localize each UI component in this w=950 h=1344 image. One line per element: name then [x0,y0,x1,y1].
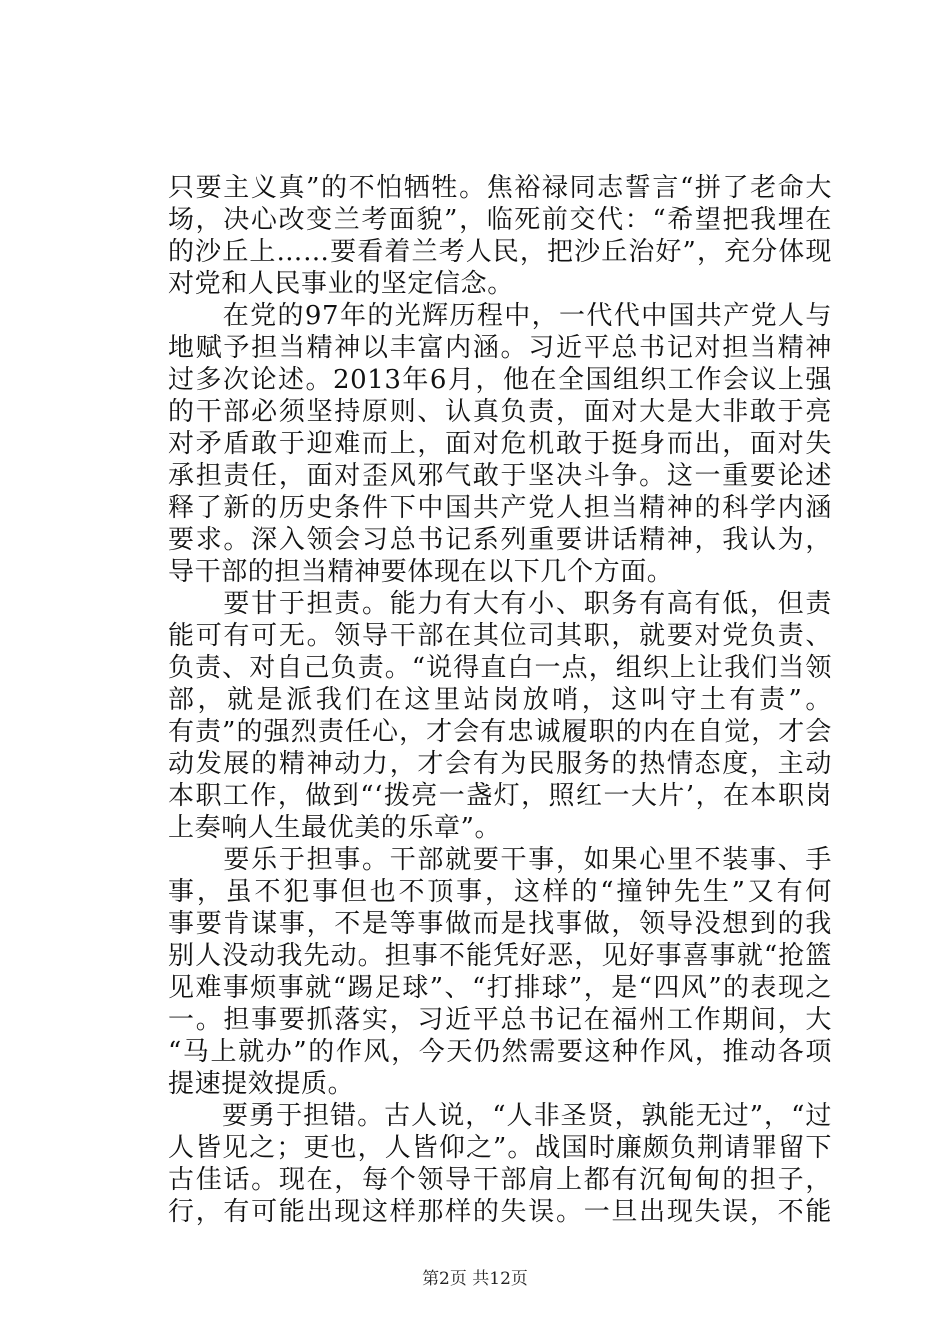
text-line: 能可有可无。领导干部在其位司其职，就要对党负责、 [168,621,832,651]
text-line: 一。担事要抓落实，习近平总书记在福州工作期间，大 [168,1005,832,1035]
text-line: 的干部必须坚持原则、认真负责，面对大是大非敢于亮 [168,397,832,427]
text-line: 部，就是派我们在这里站岗放哨，这叫守土有责”。 [168,685,832,715]
text-line: 别人没动我先动。担事不能凭好恶，见好事喜事就“抢篮 [168,941,832,971]
text-line: 古佳话。现在，每个领导干部肩上都有沉甸甸的担子， [168,1165,832,1195]
text-line: 承担责任，面对歪风邪气敢于坚决斗争。这一重要论述 [168,461,832,491]
text-line: 有责”的强烈责任心，才会有忠诚履职的内在自觉，才会 [168,717,832,747]
text-line: 对党和人民事业的坚定信念。 [168,269,514,299]
text-line: 要勇于担错。古人说，“人非圣贤，孰能无过”，“过 [222,1101,832,1131]
text-line: 动发展的精神动力，才会有为民服务的热情态度，主动 [168,749,832,779]
text-line: 提速提效提质。 [168,1069,355,1099]
text-line: 过多次论述。2013年6月，他在全国组织工作会议上强 [168,365,832,395]
text-line: 在党的97年的光辉历程中，一代代中国共产党人与 [222,301,832,331]
text-line: 对矛盾敢于迎难而上，面对危机敢于挺身而出，面对失 [168,429,832,459]
text-line: “马上就办”的作风，今天仍然需要这种作风，推动各项 [168,1037,832,1067]
page-footer: 第2页 共12页 [422,1269,528,1289]
text-line: 负责、对自己负责。“说得直白一点，组织上让我们当领 [168,653,832,683]
text-line: 要求。深入领会习总书记系列重要讲话精神，我认为， [168,525,832,555]
text-line: 释了新的历史条件下中国共产党人担当精神的科学内涵 [168,493,832,523]
text-line: 导干部的担当精神要体现在以下几个方面。 [168,557,674,587]
document-body [168,172,832,1228]
text-line: 事，虽不犯事但也不顶事，这样的“撞钟先生”又有何 [168,877,832,907]
text-line: 上奏响人生最优美的乐章”。 [168,813,502,843]
text-line: 见难事烦事就“踢足球”、“打排球”，是“四风”的表现之 [168,973,832,1003]
text-line: 行，有可能出现这样那样的失误。一旦出现失误，不能 [168,1197,832,1227]
text-line: 人皆见之；更也，人皆仰之”。战国时廉颇负荆请罪留下 [168,1133,832,1163]
text-line: 地赋予担当精神以丰富内涵。习近平总书记对担当精神 [168,333,832,363]
text-line: 的沙丘上……要看着兰考人民，把沙丘治好”，充分体现 [168,237,832,267]
text-line: 要甘于担责。能力有大有小、职务有高有低，但责 [223,589,832,619]
text-line: 只要主义真”的不怕牺牲。焦裕禄同志誓言“拼了老命大 [168,173,832,203]
text-line: 要乐于担事。干部就要干事，如果心里不装事、手 [223,845,832,875]
text-line: 场，决心改变兰考面貌”，临死前交代：“希望把我埋在 [168,205,832,235]
text-line: 本职工作，做到“‘拨亮一盏灯，照红一大片’，在本职岗 [168,781,832,811]
text-line: 事要肯谋事，不是等事做而是找事做，领导没想到的我 [168,909,832,939]
